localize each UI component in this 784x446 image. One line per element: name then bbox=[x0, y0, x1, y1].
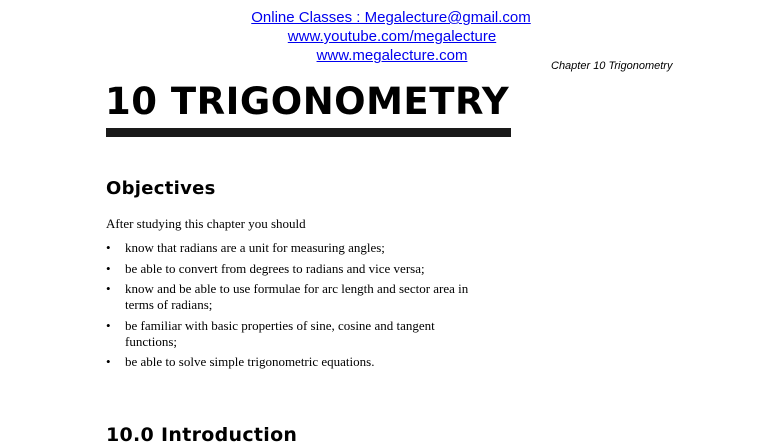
list-item bbox=[106, 240, 486, 256]
running-head: Chapter 10 Trigonometry bbox=[551, 60, 673, 72]
title-rule bbox=[106, 128, 511, 137]
list-item-text: be able to convert from degrees to radians and vice versa; bbox=[125, 260, 425, 276]
bullet-icon: • bbox=[106, 260, 111, 276]
list-item bbox=[106, 261, 486, 277]
list-item-text: be able to solve simple trigonometric equations. bbox=[125, 354, 375, 369]
list-item-text: know that radians are a unit for measuring angles; bbox=[125, 240, 385, 255]
list-item-text: know and be able to use formulae for arc length and sector area in terms of radians; bbox=[125, 281, 469, 312]
introduction-heading: 10.0 Introduction bbox=[106, 424, 298, 446]
objectives-heading: Objectives bbox=[106, 178, 216, 199]
bullet-icon: • bbox=[106, 317, 111, 333]
list-item bbox=[106, 281, 486, 313]
list-item bbox=[106, 354, 486, 370]
list-item bbox=[106, 318, 486, 350]
bullet-icon: • bbox=[106, 281, 111, 296]
bullet-icon: • bbox=[106, 354, 111, 369]
header-links bbox=[0, 8, 784, 65]
bullet-icon: • bbox=[106, 240, 111, 255]
objectives-intro: After studying this chapter you should bbox=[106, 216, 306, 231]
objectives-list bbox=[106, 240, 486, 375]
list-item-text: be familiar with basic properties of sine, cosine and tangent functions; bbox=[125, 317, 435, 349]
website-link[interactable]: www.megalecture.com bbox=[316, 47, 468, 64]
youtube-link[interactable]: www.youtube.com/megalecture bbox=[287, 28, 497, 45]
chapter-title: 10 TRIGONOMETRY bbox=[105, 80, 510, 123]
email-link[interactable]: Online Classes : Megalecture@gmail.com bbox=[251, 9, 531, 26]
